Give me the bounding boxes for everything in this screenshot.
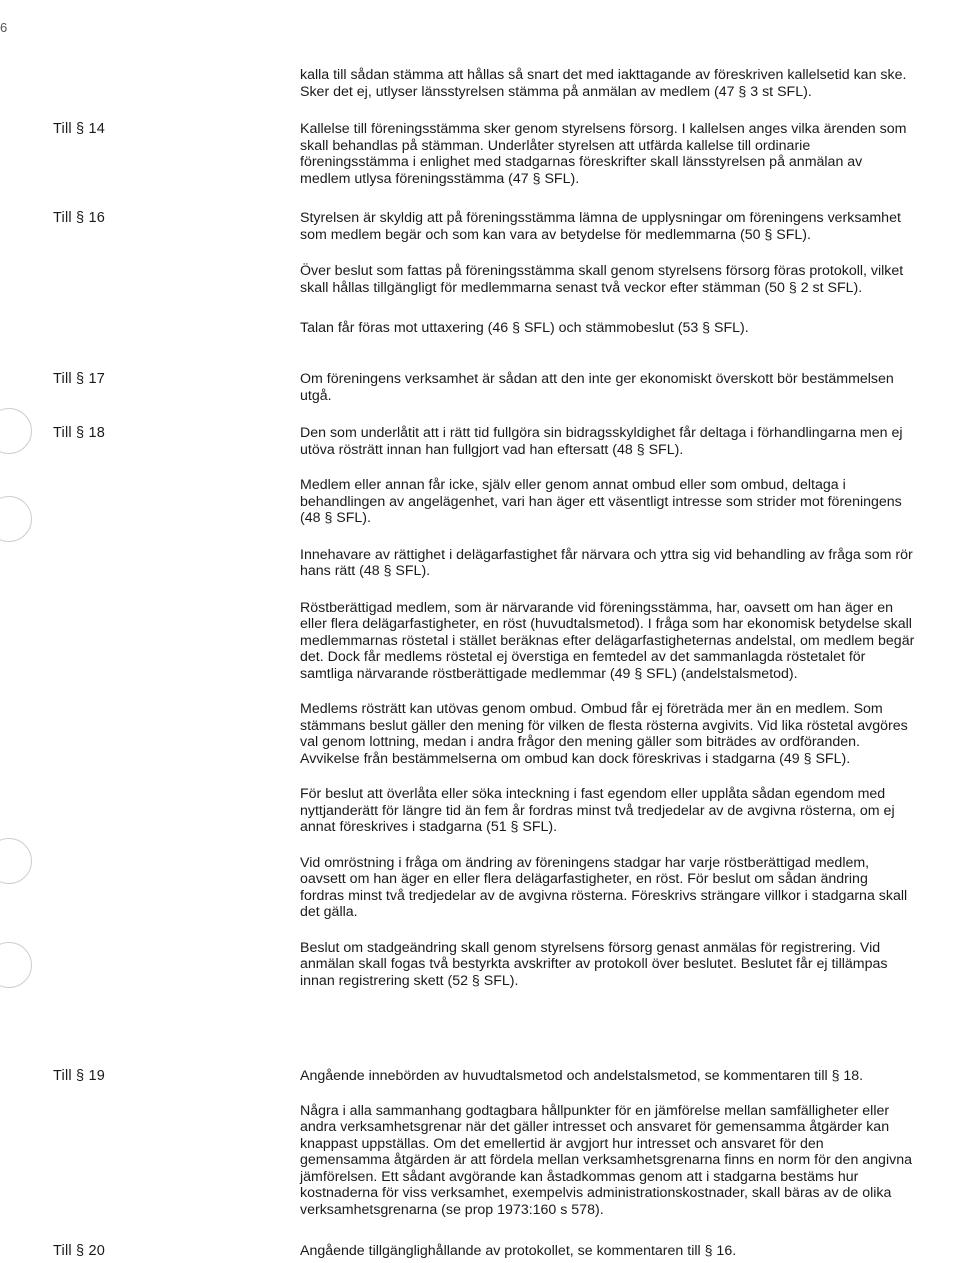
paragraph: kalla till sådan stämma att hållas så snart det med iakttagande av föreskriven kallelsetid kan ske. Sker det ej, utlyser länsstyrelsen stämma på anmälan av medlem (47 § 3 st SFL). [300, 67, 907, 100]
paragraph: Angående tillgänglighållande av protokollet, se kommentaren till § 16. [300, 1243, 737, 1259]
paragraph: Vid omröstning i fråga om ändring av föreningens stadgar har varje röstberättigad medlem, oavsett om han äger en eller flera delägarfastigheter, en röst. För beslut om sådan ändring fordras minst två tredjedelar av de avgivna rösterna. Föreskrivs strängare villkor i stadgarna skall det gälla. [300, 854, 908, 920]
paragraph: Talan får föras mot uttaxering (46 § SFL) och stämmobeslut (53 § SFL). [300, 320, 749, 336]
section-body [300, 371, 915, 404]
paragraph: Den som underlåtit att i rätt tid fullgöra sin bidragsskyldighet får deltaga i förhandlingarna men ej utöva rösträtt innan han fullgjort vad han eftersatt (48 § SFL). [300, 425, 903, 458]
paragraph: Beslut om stadgeändring skall genom styrelsens försorg genast anmälas för registrering. Vid anmälan skall fogas två bestyrkta avskrifter av protokoll över beslutet. Beslutet får ej tillämpas innan registrering skett (52 § SFL). [300, 939, 888, 989]
punch-hole-decoration [0, 496, 32, 542]
punch-hole-decoration [0, 942, 32, 988]
section-label: Till § 20 [53, 1243, 106, 1259]
section-body [300, 121, 915, 187]
section-label: Till § 16 [53, 210, 106, 226]
paragraph: Angående innebörden av huvudtalsmetod och andelstalsmetod, se kommentaren till § 18. [300, 1068, 864, 1084]
section-label: Till § 19 [53, 1068, 106, 1084]
paragraph: Röstberättigad medlem, som är närvarande vid föreningsstämma, har, oavsett om han äger en eller flera delägarfastigheter, en röst (huvudtalsmetod). I fråga som har ekonomisk betydelse skall medlemmarnas röstetal i stället beräknas efter delägarfastigheternas andelstal, om medlem begär det. Dock får medlems röstetal ej överstiga en femtedel av det sammanlagda röstetalet för samtliga närvarande röstberättigade medlemmar (49 § SFL) (andelstalsmetod). [300, 599, 915, 682]
section-label: Till § 17 [53, 371, 106, 387]
punch-hole-decoration [0, 838, 32, 884]
paragraph: För beslut att överlåta eller söka inteckning i fast egendom eller upplåta sådan egendom med nyttjanderätt för längre tid än fem år fordras minst två tredjedelar av de avgivna rösterna, om ej annat föreskrives i stadgarna (51 § SFL). [300, 786, 895, 835]
paragraph: Om föreningens verksamhet är sådan att den inte ger ekonomiskt överskott bör bestämmelsen utgå. [300, 371, 894, 404]
section-body [300, 1068, 915, 1218]
paragraph: Några i alla sammanhang godtagbara hållpunkter för en jämförelse mellan samfälligheter eller andra verksamhetsgrenar när det gäller intresset och ansvaret för gemensamma åtgärder kan knappast uppställas. Om det emellertid är avgjort hur intresset och ansvaret för den gemensamma åtgärden är att fördela mellan verksamhetsgrenarna finns en norm för den angivna jämförelsen. Ett sådant avgörande kan åstadkommas genom att i stadgarna bestäms hur kostnaderna för viss verksamhet, exempelvis administrationskostnader, skall bäras av de olika verksamhetsgrenarna (se prop 1973:160 s 578). [300, 1102, 912, 1218]
section-label: Till § 18 [53, 425, 106, 441]
section-body [300, 210, 915, 337]
section-body [300, 1243, 915, 1260]
page-number: 6 [0, 20, 8, 35]
paragraph: Styrelsen är skyldig att på föreningsstämma lämna de upplysningar om föreningens verksamhet som medlem begär och som kan vara av betydelse för medlemmarna (50 § SFL). [300, 210, 901, 243]
section-label: Till § 14 [53, 121, 106, 137]
paragraph: Medlems rösträtt kan utövas genom ombud. Ombud får ej företräda mer än en medlem. Som stämmans beslut gäller den mening för vilken de flesta rösterna avgivits. Vid lika röstetal avgöres val genom lottning, medan i andra frågor den mening gäller som biträdes av ordföranden. Avvikelse från bestämmelserna om ombud kan dock föreskrivas i stadgarna (49 § SFL). [300, 701, 908, 767]
section-body [300, 67, 915, 100]
punch-hole-decoration [0, 408, 32, 454]
paragraph: Innehavare av rättighet i delägarfastighet får närvara och yttra sig vid behandling av fråga som rör hans rätt (48 § SFL). [300, 546, 913, 579]
section-body [300, 425, 915, 989]
paragraph: Kallelse till föreningsstämma sker genom styrelsens försorg. I kallelsen anges vilka ärenden som skall behandlas på stämman. Underlåter styrelsen att utfärda kallelse till ordinarie föreningsstämma i enlighet med stadgarnas föreskrifter skall länsstyrelsen på anmälan av medlem utlysa föreningsstämma (47 § SFL). [300, 121, 907, 187]
paragraph: Medlem eller annan får icke, själv eller genom annat ombud eller som ombud, deltaga i behandlingen av angelägenhet, vari han äger ett väsentligt intresse som strider mot föreningens (48 § SFL). [300, 477, 902, 526]
paragraph: Över beslut som fattas på föreningsstämma skall genom styrelsens försorg föras protokoll, vilket skall hållas tillgängligt för medlemmarna senast två veckor efter stämman (50 § 2 st SFL). [300, 263, 904, 296]
